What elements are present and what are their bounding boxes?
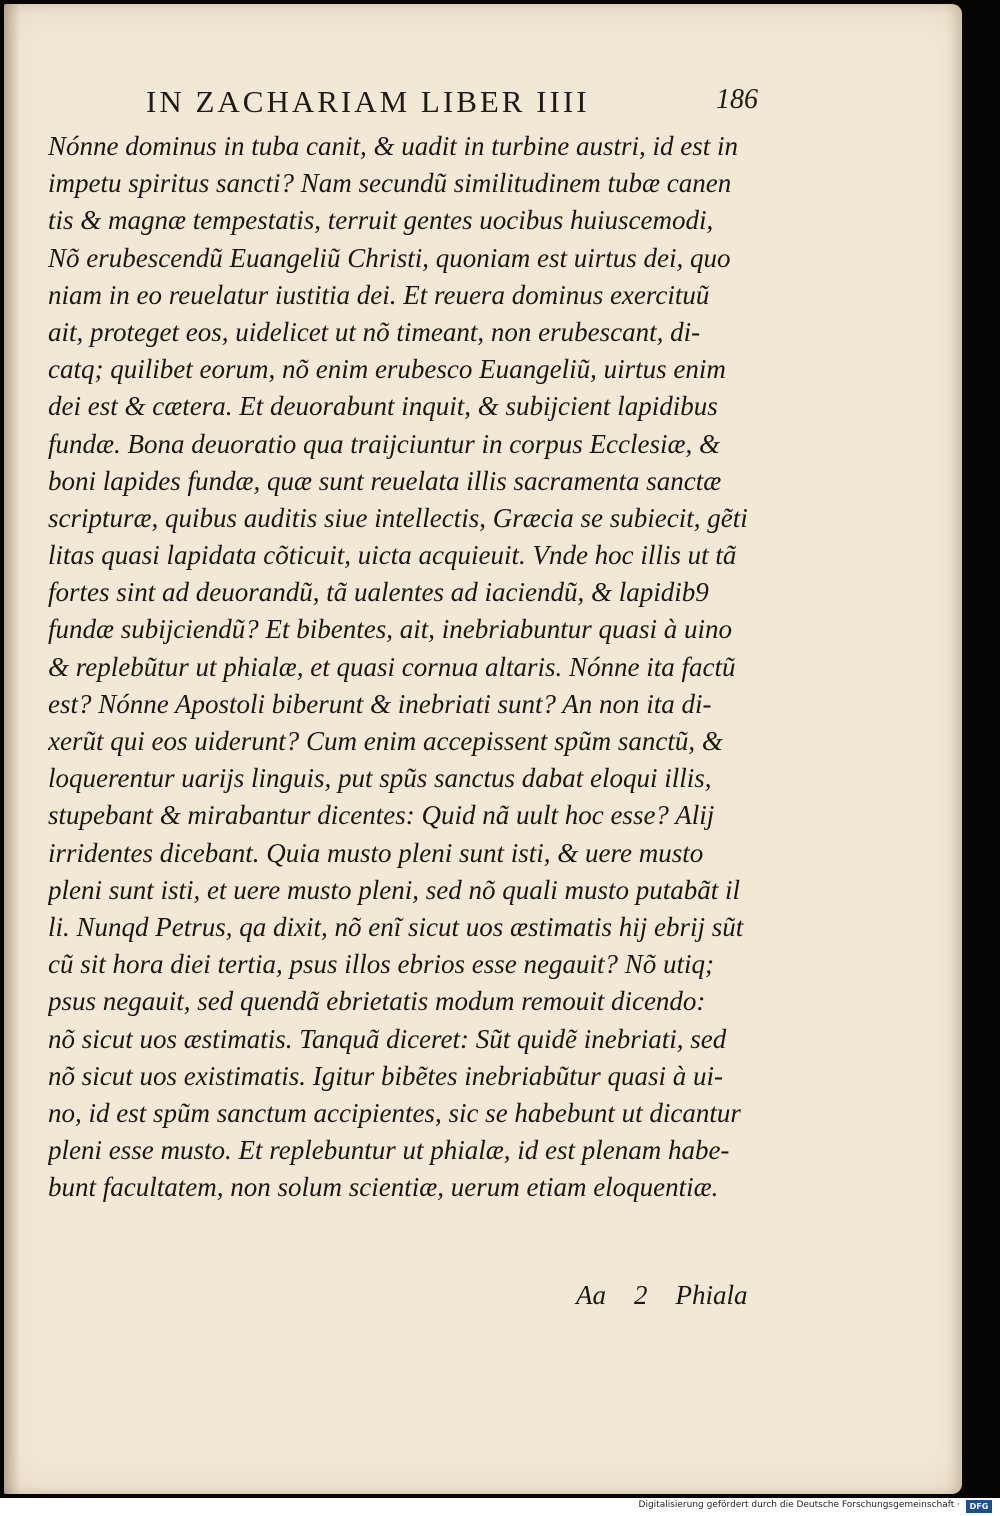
signature-line bbox=[576, 1280, 748, 1311]
text-line: xerũt qui eos uiderunt? Cum enim accepissent spũm sanctũ, & bbox=[48, 726, 723, 756]
text-line: nõ sicut uos æstimatis. Tanquã diceret: Sũt quidẽ inebriati, sed bbox=[48, 1023, 727, 1054]
text-line: pleni sunt isti, et uere musto pleni, sed nõ quali musto putabãt il bbox=[48, 874, 740, 905]
text-line: catq; quilibet eorum, nõ enim erubesco Euangeliũ, uirtus enim bbox=[48, 354, 726, 385]
text-line: Nõ erubescendũ Euangeliũ Christi, quoniam est uirtus dei, quo bbox=[48, 242, 731, 273]
text-line: niam in eo reuelatur iustitia dei. Et reuera dominus exercituũ bbox=[48, 279, 710, 310]
text-line: fundæ subijciendũ? Et bibentes, ait, inebriabuntur quasi à uino bbox=[48, 614, 732, 645]
text-line: fortes sint ad deuorandũ, tã ualentes ad iaciendũ, & lapidib9 bbox=[48, 577, 709, 608]
text-line: Nónne dominus in tuba canit, & uadit in turbine austri, id est in bbox=[48, 131, 739, 161]
body-text bbox=[48, 128, 768, 1206]
text-line: nõ sicut uos existimatis. Igitur bibẽtes inebriabũtur quasi à ui- bbox=[48, 1060, 723, 1091]
text-line: stupebant & mirabantur dicentes: Quid nã uult hoc esse? Alij bbox=[48, 800, 715, 831]
folio-number: 186 bbox=[716, 84, 758, 115]
text-line: boni lapides fundæ, quæ sunt reuelata illis sacramenta sanctæ bbox=[48, 465, 722, 496]
signature-mark: Aa bbox=[576, 1280, 606, 1310]
text-line: ait, proteget eos, uidelicet ut nõ timeant, non erubescant, di- bbox=[48, 316, 701, 347]
text-line: litas quasi lapidata cõticuit, uicta acquieuit. Vnde hoc illis ut tã bbox=[48, 540, 737, 571]
catchword: Phiala bbox=[675, 1280, 748, 1310]
running-title: IN ZACHARIAM LIBER IIII bbox=[146, 84, 590, 119]
text-line: li. Nunqd Petrus, qa dixit, nõ enĩ sicut uos æstimatis hij ebrij sũt bbox=[48, 911, 744, 942]
text-line: bunt facultatem, non solum scientiæ, uerum etiam eloquentiæ. bbox=[48, 1172, 719, 1203]
text-line: cũ sit hora diei tertia, psus illos ebrios esse negauit? Nõ utiq; bbox=[48, 949, 714, 980]
page-gutter-shadow bbox=[4, 4, 20, 1494]
text-line: psus negauit, sed quendã ebrietatis modum remouit dicendo: bbox=[48, 986, 706, 1017]
page-header bbox=[40, 84, 780, 124]
signature-number: 2 bbox=[634, 1280, 648, 1310]
text-line: fundæ. Bona deuoratio qua traijciuntur in corpus Ecclesiæ, & bbox=[48, 428, 720, 459]
funding-credit: Digitalisierung gefördert durch die Deutsche Forschungsgemeinschaft · bbox=[638, 1500, 960, 1510]
dfg-logo: DFG bbox=[966, 1500, 992, 1513]
text-line: tis & magnæ tempestatis, terruit gentes uocibus huiuscemodi, bbox=[48, 205, 714, 236]
text-line: no, id est spũm sanctum accipientes, sic se habebunt ut dicantur bbox=[48, 1097, 741, 1128]
text-line: impetu spiritus sancti? Nam secundũ similitudinem tubæ canen bbox=[48, 168, 732, 199]
text-line: est? Nónne Apostoli biberunt & inebriati sunt? An non ita di- bbox=[48, 688, 712, 719]
text-line: dei est & cætera. Et deuorabunt inquit, & subijcient lapidibus bbox=[48, 391, 718, 422]
text-line: pleni esse musto. Et replebuntur ut phialæ, id est plenam habe- bbox=[48, 1135, 730, 1166]
text-line: irridentes dicebant. Quia musto pleni sunt isti, & uere musto bbox=[48, 837, 704, 868]
text-line: & replebũtur ut phialæ, et quasi cornua altaris. Nónne ita factũ bbox=[48, 651, 736, 682]
text-line: scripturæ, quibus auditis siue intellectis, Græcia se subiecit, gẽti bbox=[48, 502, 748, 533]
text-line: loquerentur uarijs linguis, put spũs sanctus dabat eloqui illis, bbox=[48, 763, 712, 794]
